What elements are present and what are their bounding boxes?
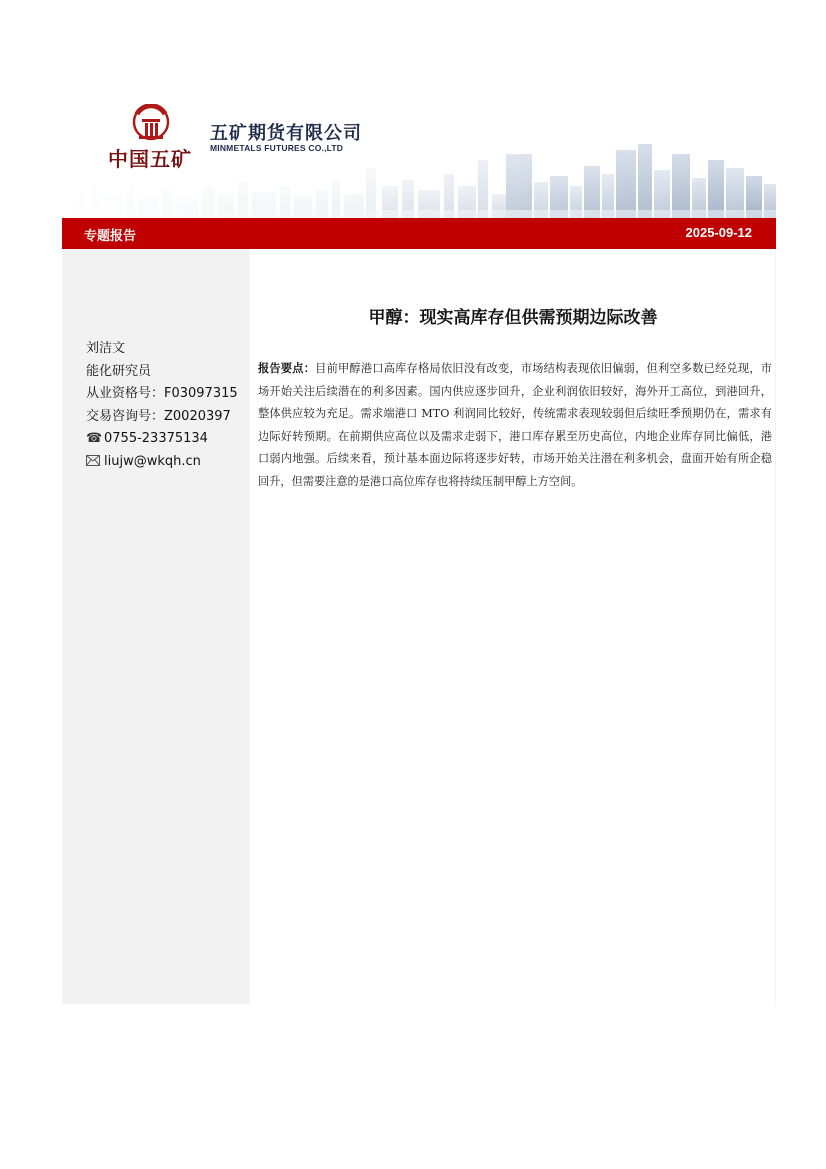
report-type-label: 专题报告 xyxy=(84,229,137,244)
report-summary xyxy=(258,358,772,494)
envelope-icon xyxy=(86,451,104,474)
author-license: 从业资格号：F03097315 xyxy=(86,386,238,401)
report-date: 2025-09-12 xyxy=(685,225,752,240)
author-email[interactable]: liujw@wkqh.cn xyxy=(104,453,201,469)
report-title: 甲醇：现实高库存但供需预期边际改善 xyxy=(368,308,658,328)
minmetals-logo-icon xyxy=(131,104,171,142)
author-phone-row xyxy=(86,428,238,451)
author-info xyxy=(86,338,238,473)
phone-icon: ☎ xyxy=(86,431,103,446)
author-consult-id: 交易咨询号：Z0020397 xyxy=(86,408,231,424)
summary-lead-label: 报告要点： xyxy=(258,362,316,375)
company-name-cn: 五矿期货有限公司 xyxy=(210,123,362,144)
author-phone: 0755-23375134 xyxy=(104,431,208,446)
author-role: 能化研究员 xyxy=(86,363,152,379)
brand-name-cn: 中国五矿 xyxy=(108,147,192,171)
company-name-en: MINMETALS FUTURES CO.,LTD xyxy=(210,143,344,153)
report-type-bar xyxy=(62,218,776,249)
author-name: 刘洁文 xyxy=(86,341,126,356)
author-email-row xyxy=(86,451,238,474)
summary-text: 目前甲醇港口高库存格局依旧没有改变，市场结构表现依旧偏弱，但利空多数已经兑现，市场开始关注后续潜在的利多因素。国内供应逐步回升，企业利润依旧较好，海外开工高位，到港回升，整体供应较为充足。需求端港口 MTO 利润同比较好，传统需求表现较弱但后续旺季预期仍在，需求有边际好转预期。在前期供应高位以及需求走弱下，港口库存累至历史高位，内地企业库存同比偏低，港口弱内地强。后续来看，预计基本面边际将逐步好转，市场开始关注潜在利多机会，盘面开始有所企稳回升，但需要注意的是港口高位库存也将持续压制甲醇上方空间。 xyxy=(258,362,772,488)
